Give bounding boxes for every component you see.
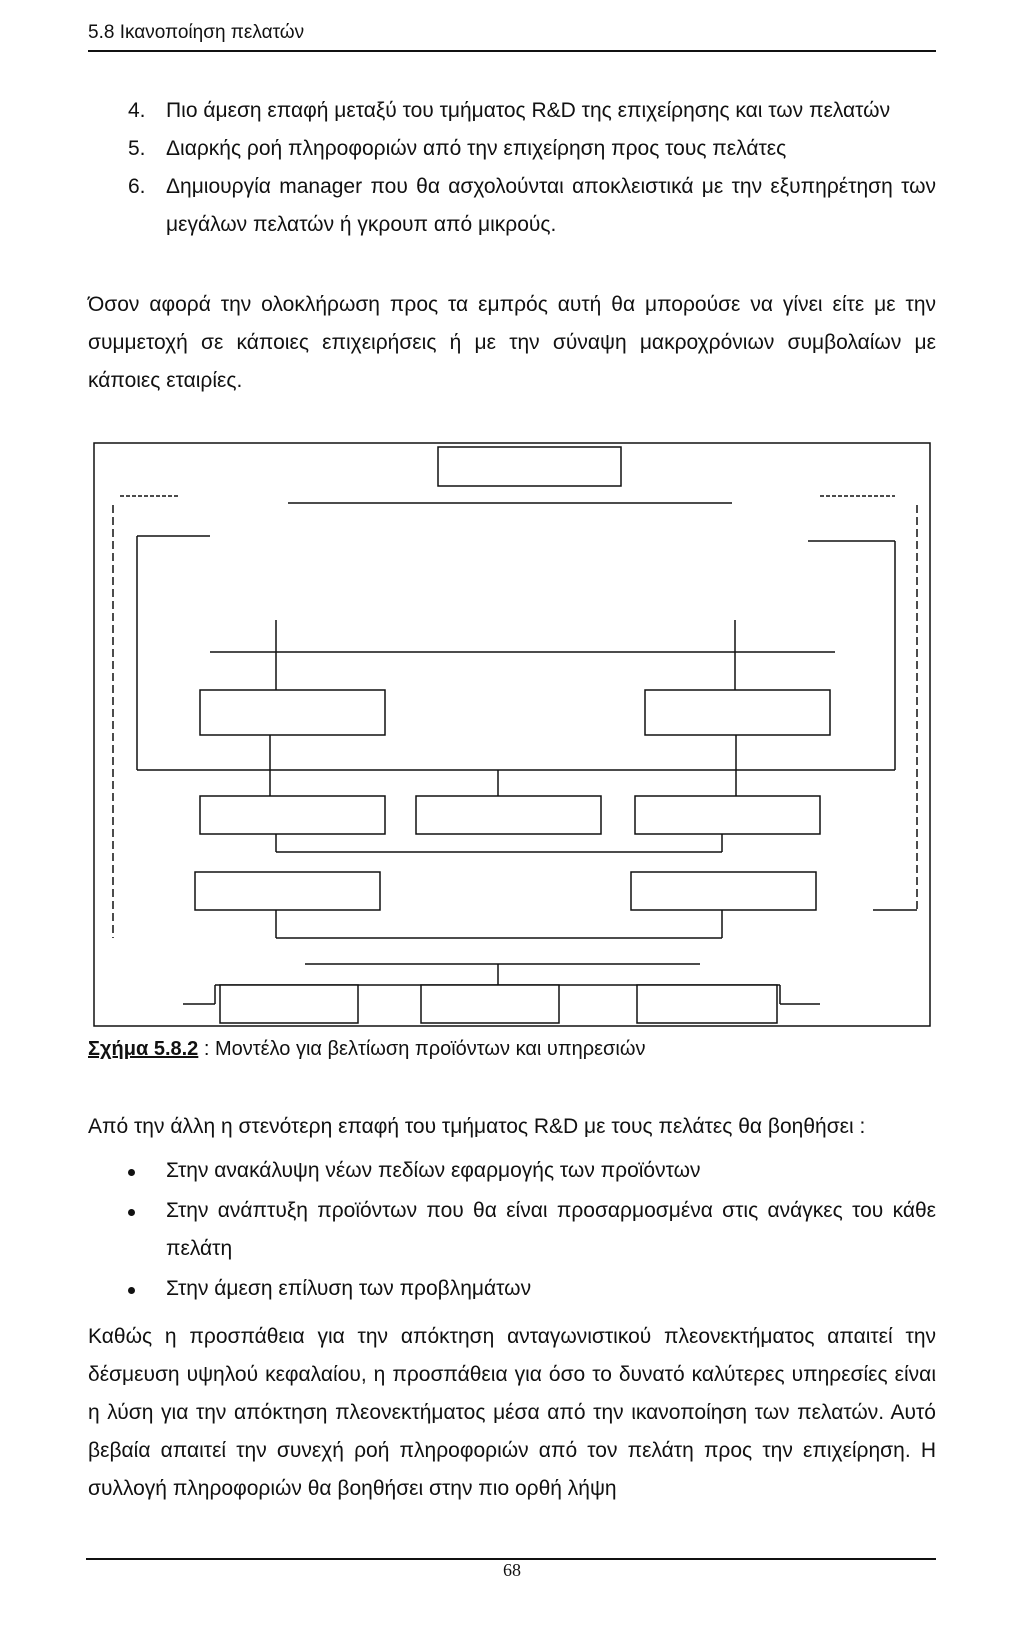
diagram-box: [200, 796, 385, 834]
bullet-text: Στην ανακάλυψη νέων πεδίων εφαρμογής των προϊόντων: [166, 1159, 701, 1182]
bullet-icon: [128, 1209, 135, 1216]
list-item: [124, 1270, 936, 1308]
paragraph-rd-contact: Από την άλλη η στενότερη επαφή του τμήματος R&D με τους πελάτες θα βοηθήσει :: [88, 1115, 866, 1138]
diagram-box: [645, 690, 830, 735]
diagram-box: [421, 985, 559, 1023]
list-item-text: Δημιουργία manager που θα ασχολούνται αποκλειστικά με την εξυπηρέτηση των μεγάλων πελατών ή γκρουπ από μικρούς.: [166, 175, 936, 236]
figure-caption-text: : Μοντέλο για βελτίωση προϊόντων και υπηρεσιών: [198, 1038, 646, 1060]
running-header: 5.8 Ικανοποίηση πελατών: [88, 22, 305, 43]
list-item-number: 5.: [128, 137, 146, 160]
list-item-number: 6.: [128, 175, 146, 198]
list-item-number: 4.: [128, 99, 146, 122]
bullet-icon: [128, 1287, 135, 1294]
paragraph-competitive-advantage: Καθώς η προσπάθεια για την απόκτηση ανταγωνιστικού πλεονεκτήματος απαιτεί την δέσμευση υψηλού κεφαλαίου, η προσπάθεια για όσο το δυνατό καλύτερες υπηρεσίες είναι η λύση για την απόκτηση πλεονεκτήματος μέσα από την ικανοποίηση των πελατών. Αυτό βεβαία απαιτεί την συνεχή ροή πληροφοριών από τον πελάτη προς την επιχείρηση. Η συλλογή πληροφοριών θα βοηθήσει στην πιο ορθή λήψη: [88, 1325, 936, 1500]
diagram-box: [195, 872, 380, 910]
diagram-box: [637, 985, 777, 1023]
bullet-list: [124, 1152, 936, 1310]
list-item-text: Πιο άμεση επαφή μεταξύ του τμήματος R&D της επιχείρησης και των πελατών: [166, 99, 891, 122]
diagram-box: [635, 796, 820, 834]
diagram-box: [200, 690, 385, 735]
bullet-text: Στην ανάπτυξη προϊόντων που θα είναι προσαρμοσμένα στις ανάγκες του κάθε πελάτη: [166, 1199, 936, 1260]
list-item: [124, 1152, 936, 1190]
bullet-text: Στην άμεση επίλυση των προβλημάτων: [166, 1277, 532, 1300]
diagram-box: [416, 796, 601, 834]
diagram-box: [220, 985, 358, 1023]
figure-caption: [88, 1038, 645, 1061]
page-number: 68: [503, 1560, 521, 1580]
list-item-text: Διαρκής ροή πληροφοριών από την επιχείρηση προς τους πελάτες: [166, 137, 787, 160]
diagram-box: [631, 872, 816, 910]
diagram-box: [438, 447, 621, 486]
bullet-icon: [128, 1169, 135, 1176]
list-item: [124, 1192, 936, 1268]
paragraph-forward-integration: Όσον αφορά την ολοκλήρωση προς τα εμπρός αυτή θα μπορούσε να γίνει είτε με την συμμετοχή σε κάποιες επιχειρήσεις ή με την σύναψη μακροχρόνιων συμβολαίων με κάποιες εταιρίες.: [88, 293, 936, 392]
figure-label: Σχήμα 5.8.2: [88, 1038, 199, 1060]
